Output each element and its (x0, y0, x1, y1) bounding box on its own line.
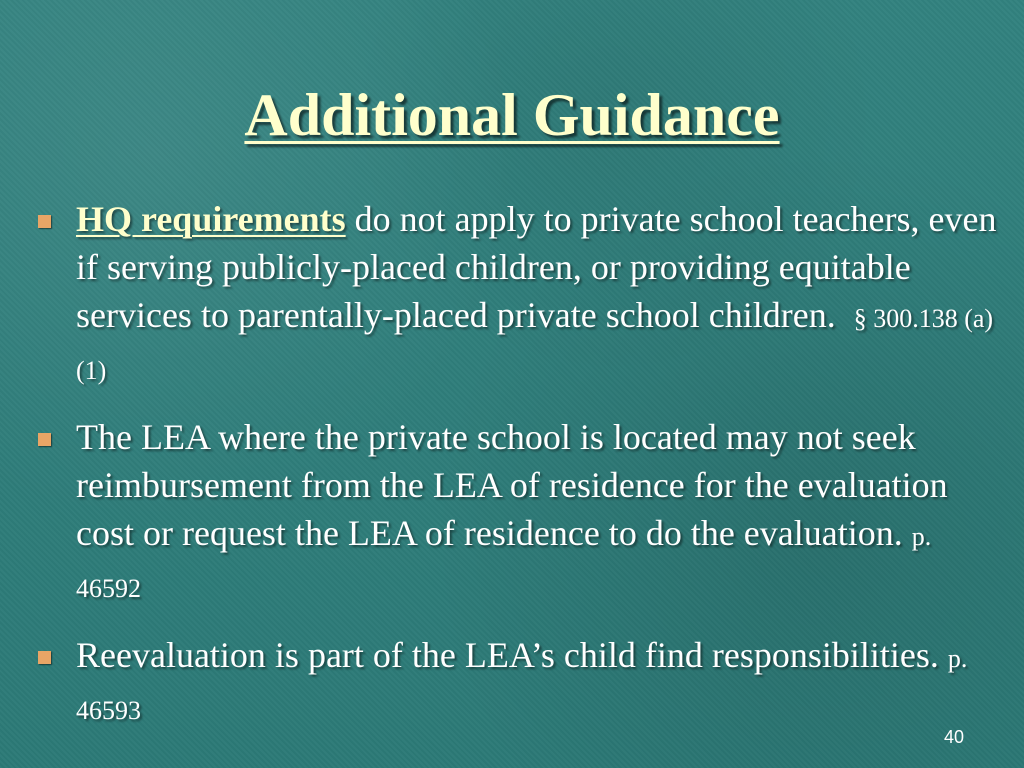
bullet-citation: p. 46592 (76, 522, 932, 603)
bullet-citation: § 300.138 (a)(1) (76, 304, 994, 385)
bullet-list (38, 195, 998, 753)
page-number: 40 (943, 727, 964, 747)
square-bullet-icon (38, 433, 51, 446)
bullet-text: The LEA where the private school is located may not seek reimbursement from the LEA of residence for the evaluation cost or request the LEA of residence to do the evaluation. (76, 417, 948, 553)
bullet-citation: p. 46593 (76, 644, 968, 725)
slide-title: Additional Guidance (244, 82, 780, 148)
square-bullet-icon (38, 215, 51, 228)
bullet-emphasis: HQ requirements (76, 199, 346, 239)
bullet-text: Reevaluation is part of the LEA’s child find responsibilities. (76, 635, 939, 675)
bullet-text: do not apply to private school teachers, even if serving publicly-placed children, or providing equitable services to parentally-placed private school children. (76, 199, 997, 335)
square-bullet-icon (38, 651, 51, 664)
bullet-item-reevaluation (38, 631, 998, 735)
bullet-item-lea-reimbursement (38, 413, 998, 613)
bullet-item-hq-requirements (38, 195, 998, 395)
